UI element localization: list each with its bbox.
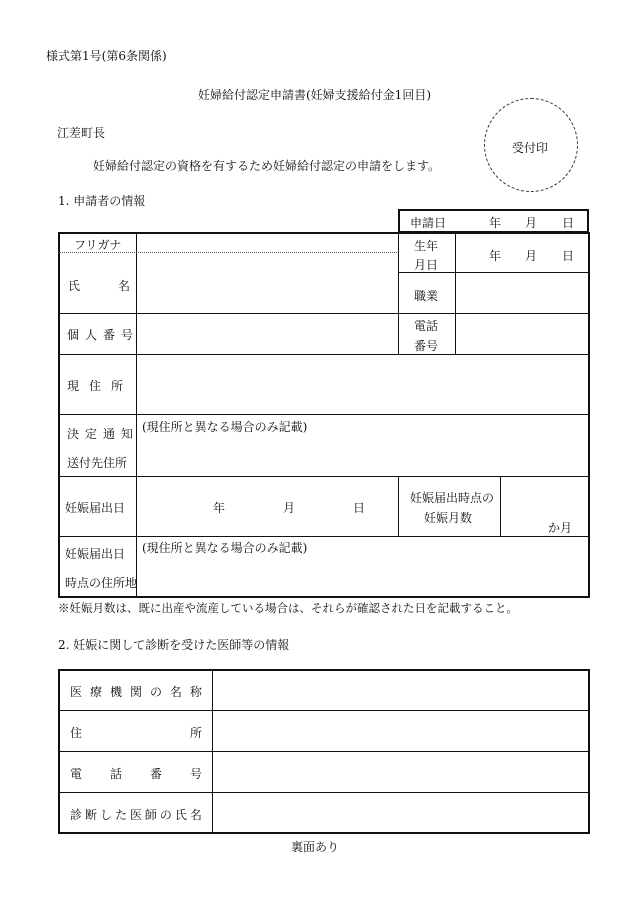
label-char: の [149,685,162,699]
occupation-input[interactable] [457,274,588,312]
label-char: 所 [189,726,202,740]
birth-label-2: 月日 [414,258,439,272]
notify-label-2: 送付先住所 [67,456,128,470]
label-char: 称 [189,685,202,699]
furigana-label: フリガナ [74,238,122,252]
preg-addr-hint: (現住所と異なる場合のみ記載) [142,541,308,555]
preg-addr-label-2: 時点の住所地 [65,576,138,590]
label-char: 名 [189,808,202,822]
reverse-side-note: 裏面あり [291,840,340,854]
label-char: た [114,808,127,822]
medical-institution-label [70,683,202,700]
application-date-day: 日 [562,216,575,230]
address-input[interactable] [138,356,588,413]
form-title: 妊婦給付認定申請書(妊婦支援給付金1回目) [198,88,431,102]
personal-number-label: 個人番号 [67,328,140,342]
preg-addr-label-1: 妊娠届出日 [65,547,126,561]
label-char: 氏 [174,808,187,822]
label-char: の [159,808,172,822]
birth-year: 年 [489,249,502,263]
preg-report-day: 日 [353,501,366,515]
birth-month: 月 [525,249,538,263]
label-char: 住 [70,726,83,740]
preg-months-input[interactable] [502,478,588,535]
phone-label-1: 電話 [414,319,439,333]
label-char: 話 [109,767,122,781]
label-char: 師 [144,808,157,822]
name-input[interactable] [138,254,396,312]
preg-months-label-1: 妊娠届出時点の [410,491,495,505]
label-char: 名 [169,685,182,699]
intro-text: 妊婦給付認定の資格を有するため妊婦給付認定の申請をします。 [93,159,441,173]
doctor-address-label [70,724,202,741]
phone-input[interactable] [457,315,588,353]
section1-heading: 1. 申請者の情報 [58,194,146,208]
label-char: 断 [84,808,97,822]
label-char: 診 [70,808,83,822]
preg-address-input[interactable] [138,556,588,596]
personal-number-input[interactable] [138,315,396,353]
months-note: ※妊娠月数は、既に出産や流産している場合は、それらが確認された日を記載すること。 [58,601,518,615]
application-date-label: 申請日 [410,216,447,230]
occupation-label: 職業 [414,289,439,303]
addressee: 江差町長 [57,126,106,140]
preg-report-date-label: 妊娠届出日 [65,501,126,515]
doctor-name-input[interactable] [214,794,588,832]
label-char: 医 [129,808,142,822]
label-char: 療 [89,685,102,699]
notify-label-1: 決定通知 [67,427,140,441]
form-number: 様式第1号(第6条関係) [46,49,167,63]
reception-stamp-label: 受付印 [512,141,549,155]
label-char: 関 [129,685,142,699]
label-char: し [99,808,112,822]
doctor-name-label [70,806,202,823]
doctor-address-input[interactable] [214,712,588,750]
birth-day: 日 [562,249,575,263]
preg-report-month: 月 [283,501,296,515]
label-char: 機 [109,685,122,699]
preg-report-year: 年 [213,501,226,515]
address-label: 現住所 [67,379,134,393]
doctor-phone-input[interactable] [214,753,588,791]
notify-address-input[interactable] [138,434,588,474]
preg-months-unit: か月 [548,521,573,535]
section2-heading: 2. 妊娠に関して診断を受けた医師等の情報 [58,638,290,652]
furigana-input[interactable] [138,234,396,251]
application-date-year: 年 [489,216,502,230]
birth-label-1: 生年 [414,239,439,253]
name-label-2: 名 [118,279,131,293]
phone-label-2: 番号 [414,339,439,353]
label-char: 番 [149,767,162,781]
doctor-phone-label [70,765,202,782]
medical-institution-input[interactable] [214,672,588,709]
notify-hint: (現住所と異なる場合のみ記載) [142,420,308,434]
label-char: 電 [70,767,83,781]
label-char: 号 [189,767,202,781]
application-date-month: 月 [525,216,538,230]
name-label-1: 氏 [68,279,81,293]
preg-months-label-2: 妊娠月数 [424,511,473,525]
label-char: 医 [70,685,83,699]
